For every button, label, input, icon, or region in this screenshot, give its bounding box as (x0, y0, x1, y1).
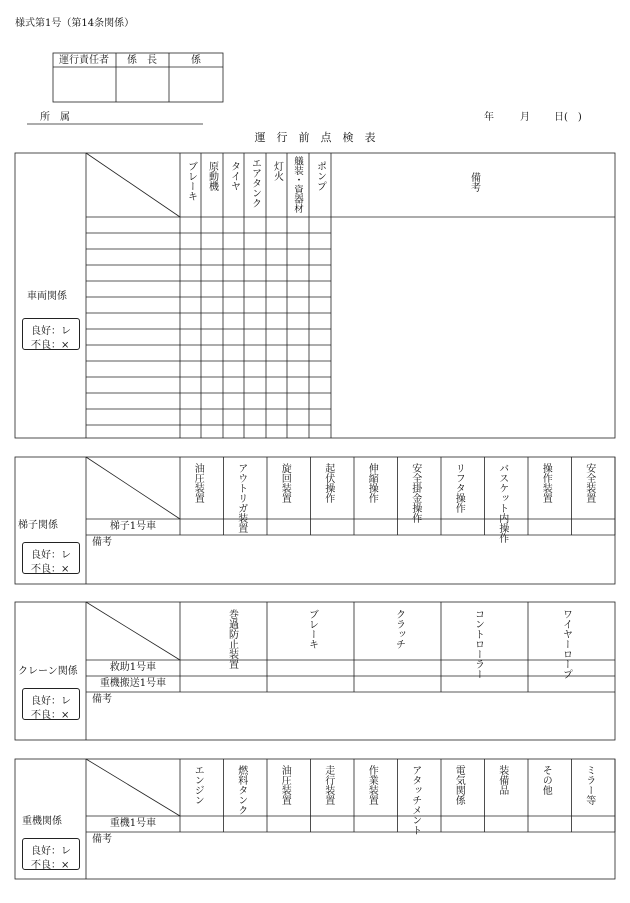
ladder-col-basket: バスケット内操作 (496, 463, 508, 543)
heavy-row-label: 重機1号車 (109, 818, 157, 829)
vehicle-legend (22, 318, 80, 350)
crane-row-transport: 重機搬送1号車 (99, 678, 167, 689)
approval-stamp-staff[interactable] (170, 68, 222, 101)
approval-header-manager: 運行責任者 (59, 55, 109, 66)
date-month: 月 (520, 112, 530, 123)
crane-col-overwind: 巻過防止装置 (226, 609, 238, 669)
approval-stamp-responsible[interactable] (54, 68, 115, 101)
crane-legend (22, 688, 80, 720)
ladder-col-control-unit: 操作装置 (540, 463, 552, 503)
crane-section-label: クレーン関係 (18, 666, 78, 677)
vehicle-col-pump: ポンプ (314, 161, 326, 191)
heavy-remarks: 備考 (92, 834, 112, 845)
legend-bad: 不良：× (31, 710, 70, 721)
ladder-col-safety-device: 安全装置 (583, 463, 595, 503)
heavy-col-engine: エンジン (192, 765, 204, 805)
heavy-col-other: その他 (540, 765, 552, 795)
vehicle-col-engine: 原動機 (206, 161, 218, 191)
approval-stamp-manager[interactable] (117, 68, 168, 101)
ladder-col-telescoping: 伸縮操作 (366, 463, 378, 503)
crane-col-wire-rope: ワイヤーロープ (560, 609, 572, 679)
legend-bad: 不良：× (31, 564, 70, 575)
heavy-col-travel: 走行装置 (322, 765, 334, 805)
crane-col-clutch: クラッチ (393, 609, 405, 649)
ladder-row-label: 梯子1号車 (109, 521, 157, 532)
legend-good: 良好：レ (31, 696, 71, 707)
date-day: 日( ) (554, 112, 582, 123)
crane-col-brake: ブレーキ (306, 609, 318, 649)
heavy-col-equipment: 装備品 (496, 765, 508, 795)
vehicle-col-brake: ブレーキ (185, 161, 197, 201)
heavy-col-mirror: ミラー等 (583, 765, 595, 805)
ladder-legend (22, 542, 80, 574)
heavy-col-attachment: アタッチメント (409, 765, 421, 835)
page-title: 運 行 前 点 検 表 (254, 131, 376, 144)
affiliation-label: 所 属 (40, 112, 70, 123)
ladder-col-luffing: 起伏操作 (322, 463, 334, 503)
legend-bad: 不良：× (31, 860, 70, 871)
approval-header-chief: 係 長 (127, 55, 157, 66)
heavy-col-hydraulic: 油圧装置 (279, 765, 291, 805)
ladder-col-lifter: リフタ操作 (453, 463, 465, 513)
date-year: 年 (484, 112, 494, 123)
ladder-remarks: 備考 (92, 537, 112, 548)
heavy-legend (22, 838, 80, 870)
legend-good: 良好：レ (31, 846, 71, 857)
crane-remarks: 備考 (92, 694, 112, 705)
ladder-section-label: 梯子関係 (18, 520, 58, 531)
vehicle-col-tire: タイヤ (228, 161, 240, 191)
crane-row-rescue: 救助1号車 (109, 662, 157, 673)
heavy-section-label: 重機関係 (22, 816, 62, 827)
affiliation-field[interactable] (80, 110, 200, 123)
ladder-col-outrigger: アウトリガ装置 (235, 463, 247, 533)
vehicle-remarks-header: 備考 (468, 172, 480, 192)
ladder-col-safety-latch: 安全掛金操作 (409, 463, 421, 523)
form-id: 様式第1号（第14条関係） (15, 18, 135, 29)
ladder-col-slewing: 旋回装置 (279, 463, 291, 503)
crane-col-controller: コントローラー (472, 609, 484, 679)
heavy-col-fuel-tank: 燃料タンク (235, 765, 247, 815)
heavy-col-electrical: 電気関係 (453, 765, 465, 805)
ladder-col-hydraulic: 油圧装置 (192, 463, 204, 503)
ladder-remarks-field[interactable] (120, 536, 614, 583)
heavy-remarks-field[interactable] (120, 833, 614, 878)
vehicle-col-lights: 灯火 (271, 161, 283, 181)
legend-bad: 不良：× (31, 340, 70, 351)
vehicle-col-equipment: 艤装・資器材 (291, 156, 303, 213)
vehicle-section-label: 車両関係 (27, 291, 67, 302)
crane-remarks-field[interactable] (120, 693, 614, 739)
legend-good: 良好：レ (31, 326, 71, 337)
legend-good: 良好：レ (31, 550, 71, 561)
vehicle-col-air-tank: エアタンク (249, 158, 261, 208)
approval-header-staff: 係 (191, 55, 201, 66)
heavy-col-work-device: 作業装置 (366, 765, 378, 805)
